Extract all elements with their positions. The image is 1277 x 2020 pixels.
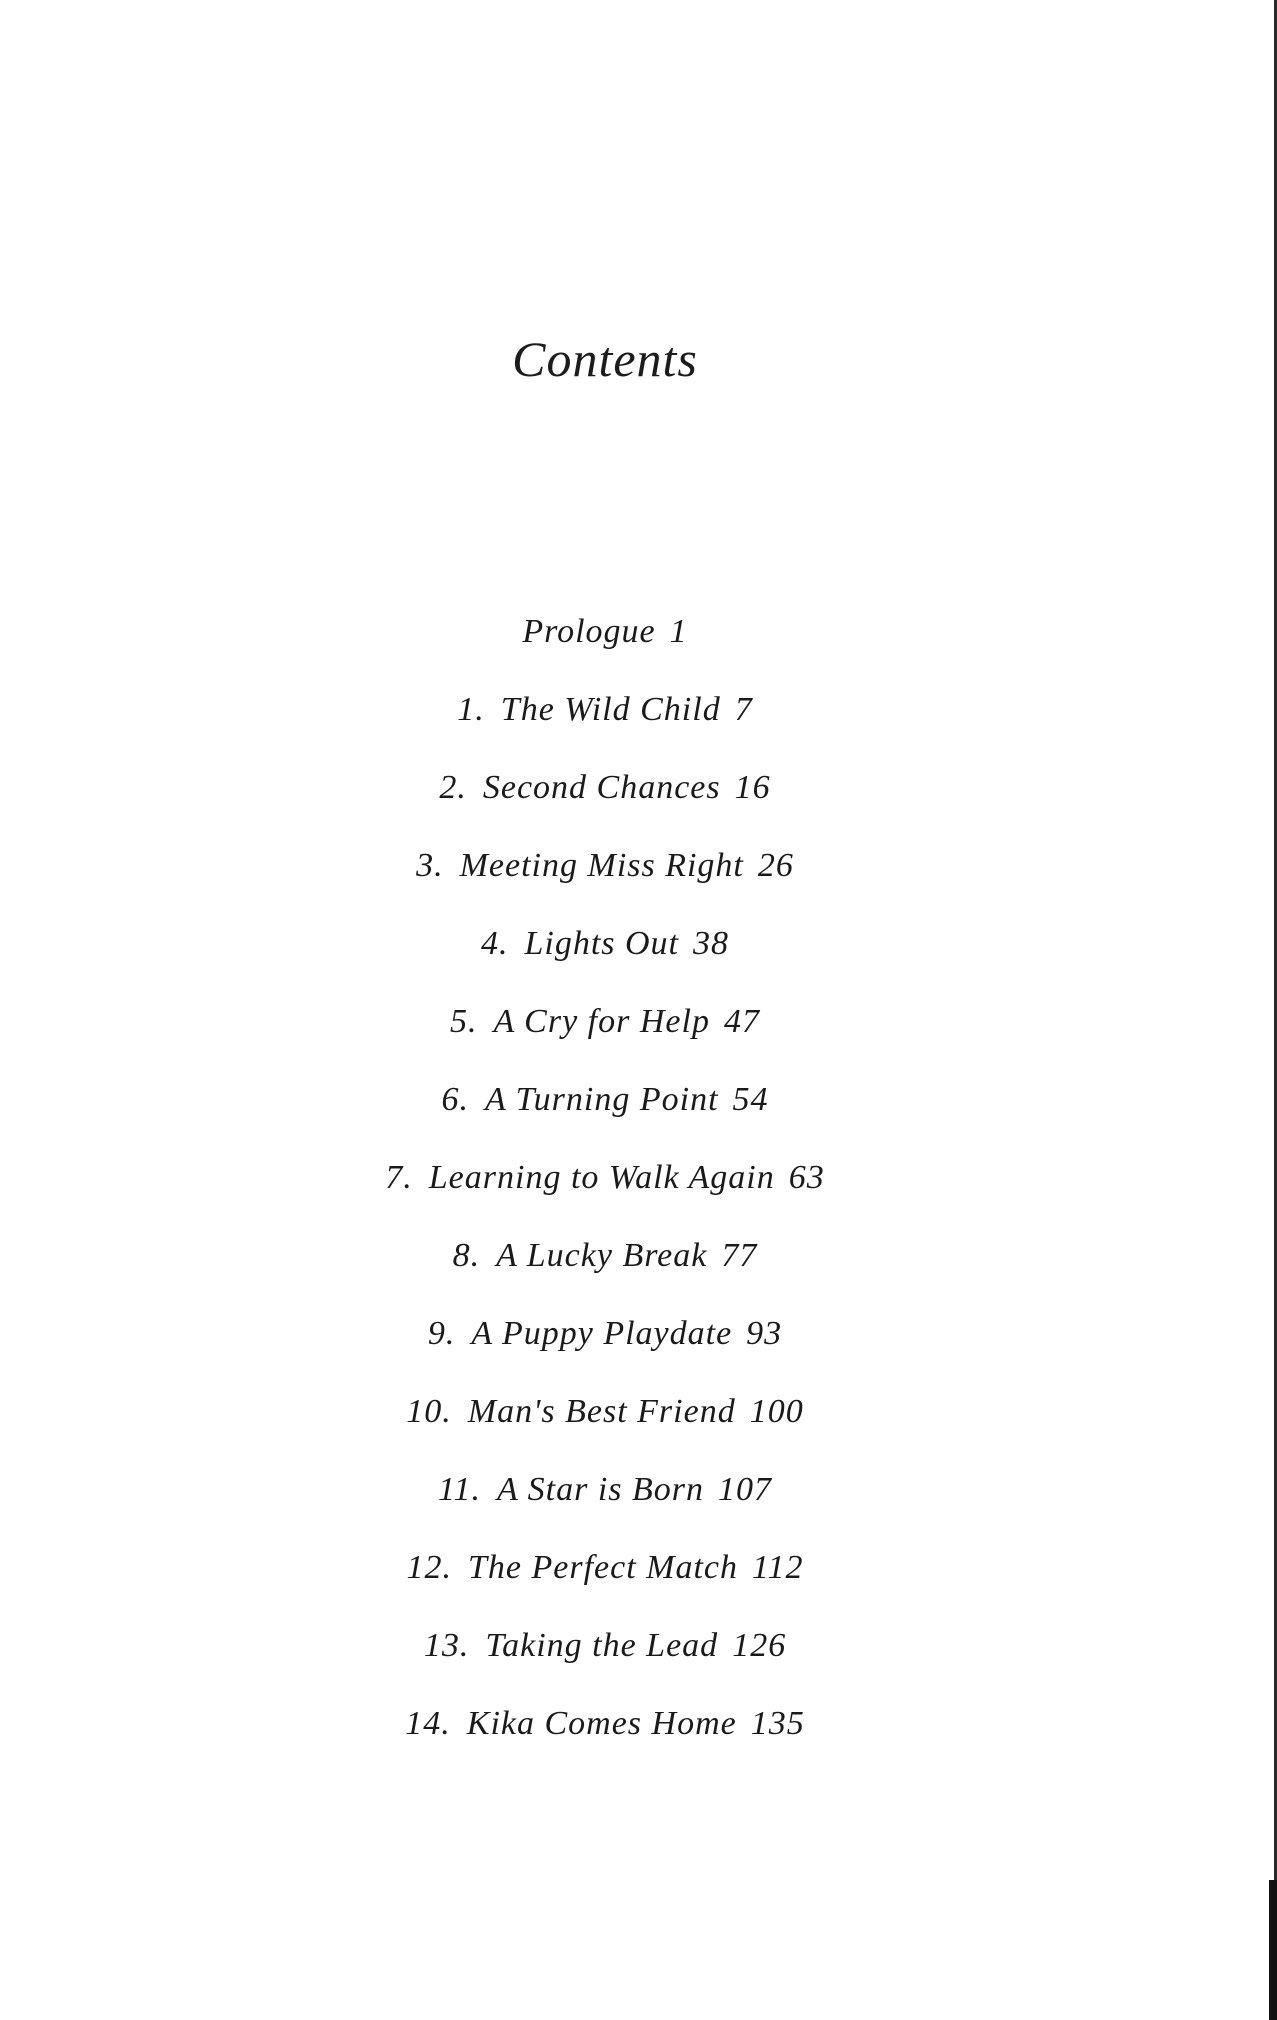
toc-entry-title: A Cry for Help bbox=[493, 1003, 710, 1040]
toc-entry-number: 3. bbox=[416, 847, 444, 884]
toc-entry-number: 4. bbox=[480, 925, 509, 962]
toc-entry-number: 5. bbox=[450, 1003, 478, 1040]
toc-entry-page: 16 bbox=[734, 769, 771, 806]
toc-entry-number: 8. bbox=[452, 1237, 481, 1274]
toc-entry-page: 93 bbox=[746, 1315, 783, 1352]
toc-entry-page: 47 bbox=[723, 1003, 760, 1040]
toc-entry-page: 112 bbox=[752, 1549, 804, 1586]
toc-entry-page: 135 bbox=[750, 1705, 805, 1742]
toc-entry-title: Second Chances bbox=[482, 769, 721, 806]
toc-entry-number: 14. bbox=[405, 1705, 451, 1742]
toc-entry-page: 77 bbox=[721, 1237, 758, 1274]
toc-entry-title: Lights Out bbox=[524, 925, 680, 962]
toc-entry-chapter-4 bbox=[0, 920, 1210, 998]
toc-entry-page: 1 bbox=[669, 613, 688, 650]
toc-entry-number: 11. bbox=[438, 1471, 481, 1508]
toc-entry-title: A Lucky Break bbox=[496, 1237, 708, 1274]
toc-entry-title: A Turning Point bbox=[484, 1081, 719, 1118]
toc-entry-number: 6. bbox=[441, 1081, 469, 1118]
toc-entry-title: A Puppy Playdate bbox=[471, 1315, 733, 1352]
toc-entry-page: 7 bbox=[734, 691, 753, 728]
toc-entry-number: 1. bbox=[457, 691, 485, 728]
toc-entry-chapter-1 bbox=[0, 686, 1210, 764]
toc-entry-page: 63 bbox=[788, 1159, 825, 1196]
page-title: Contents bbox=[512, 331, 698, 387]
toc-entry-number: 2. bbox=[439, 769, 467, 806]
toc-entry-number: 10. bbox=[406, 1393, 452, 1430]
toc-entry-title: Taking the Lead bbox=[485, 1627, 719, 1664]
toc-entry-page: 100 bbox=[749, 1393, 804, 1430]
toc-entry-page: 26 bbox=[757, 847, 794, 884]
toc-entry-chapter-11 bbox=[0, 1466, 1210, 1544]
toc-entry-chapter-13 bbox=[0, 1622, 1210, 1700]
toc-entry-chapter-2 bbox=[0, 764, 1210, 842]
toc-entry-chapter-10 bbox=[0, 1388, 1210, 1466]
toc-entry-chapter-7 bbox=[0, 1154, 1210, 1232]
toc-entry-title: Meeting Miss Right bbox=[459, 847, 744, 884]
toc-entry-page: 107 bbox=[718, 1471, 772, 1508]
toc-entry-page: 54 bbox=[732, 1081, 769, 1118]
toc-entry-page: 38 bbox=[693, 925, 730, 962]
page-edge-mark bbox=[1269, 1880, 1277, 2020]
toc-entry-title: Man's Best Friend bbox=[467, 1393, 736, 1430]
toc-entry-title: Kika Comes Home bbox=[466, 1705, 737, 1742]
toc-entry-title: The Perfect Match bbox=[467, 1549, 739, 1586]
toc-entry-chapter-3 bbox=[0, 842, 1210, 920]
toc-entry-chapter-14 bbox=[0, 1700, 1210, 1778]
toc-entry-title: The Wild Child bbox=[500, 691, 721, 728]
toc-entry-chapter-6 bbox=[0, 1076, 1210, 1154]
toc-entry-title: Learning to Walk Again bbox=[428, 1159, 775, 1196]
toc-entry-page: 126 bbox=[732, 1627, 787, 1664]
toc-entry-chapter-9 bbox=[0, 1310, 1210, 1388]
table-of-contents bbox=[0, 608, 1210, 1778]
toc-entry-prologue bbox=[0, 608, 1210, 686]
toc-entry-chapter-12 bbox=[0, 1544, 1210, 1622]
toc-entry-number: 12. bbox=[406, 1549, 452, 1586]
toc-entry-chapter-5 bbox=[0, 998, 1210, 1076]
toc-entry-number: 13. bbox=[423, 1627, 470, 1664]
toc-entry-title: Prologue bbox=[522, 613, 656, 650]
toc-entry-chapter-8 bbox=[0, 1232, 1210, 1310]
toc-entry-number: 7. bbox=[385, 1159, 413, 1196]
toc-entry-title: A Star is Born bbox=[496, 1471, 704, 1508]
toc-entry-number: 9. bbox=[427, 1315, 456, 1352]
